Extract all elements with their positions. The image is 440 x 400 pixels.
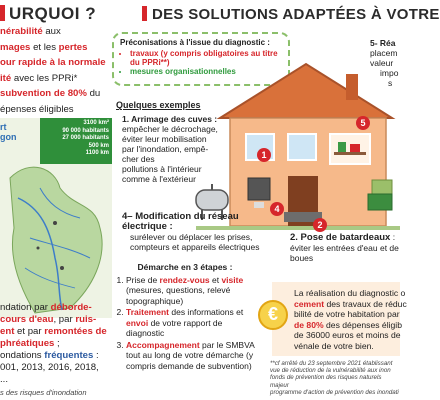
text-run: ent	[0, 326, 15, 337]
preconisations-heading: Préconisations à l'issue du diagnostic :	[120, 38, 270, 47]
text-run: our rapide à la normale	[0, 57, 106, 68]
marker-4: 4	[270, 202, 284, 216]
text-line	[0, 338, 107, 350]
text-run: ;	[54, 338, 60, 349]
text-run: avec les PPRi*	[11, 72, 78, 84]
text-run: aux	[42, 26, 61, 37]
map-stat: 3100 km²	[83, 120, 109, 126]
preconisation-item: • mesures organisationnelles	[130, 67, 282, 76]
text-run: et	[209, 274, 222, 285]
item-4: 4– Modification du réseau électrique : surélever ou déplacer les prises, compteurs et appareils électriques	[122, 211, 260, 252]
text-run: subvention de 80%	[0, 88, 87, 99]
text-run: de 36000 euros et moins de	[294, 330, 401, 340]
text-run: ndation par	[0, 302, 51, 313]
text-run: des travaux de réduc	[324, 298, 407, 309]
text-run: cours d'eau	[0, 314, 54, 325]
text-run: remontées de	[44, 326, 107, 337]
text-run: ruis-	[75, 314, 97, 325]
examples-title: Quelques exemples	[116, 100, 201, 110]
marker-2: 2	[313, 218, 327, 232]
title-accent-bar	[142, 6, 147, 21]
text-run: ité	[0, 72, 12, 84]
euro-icon: €	[258, 300, 288, 330]
map-stat: 1100 km	[85, 150, 109, 156]
text-run: nérabilité	[0, 26, 43, 37]
left-section-title: URQUOI ?	[0, 4, 96, 24]
text-run: bilité de votre habitation par	[294, 309, 400, 319]
text-line	[0, 314, 107, 326]
text-run: Traitement	[126, 307, 169, 317]
subsidy-line	[294, 330, 401, 341]
text-run: par le SMBVA tout au long de votre démarche (y compris demande de subvention)	[126, 339, 255, 371]
text-run: envoi	[126, 317, 149, 328]
map-stat: 500 km	[88, 142, 109, 149]
item-2: 2. Pose de batardeaux : éviter les entrées d'eau et de boues	[290, 232, 399, 263]
text-line	[0, 71, 106, 87]
item-5-text: 5- Réa placem valeur impo s	[370, 38, 399, 88]
text-run: et par	[14, 326, 45, 337]
text-line	[0, 326, 107, 338]
map-stat: 90 000 habitants	[62, 127, 109, 134]
text-run: épenses éligibles	[0, 103, 74, 115]
text-run: Accompagnement	[126, 339, 200, 350]
text-run: fréquentes	[44, 350, 94, 361]
text-run: 001, 2013, 2016, 2018,	[0, 362, 99, 373]
text-run: rendez-vous	[159, 274, 210, 285]
text-run: , par	[53, 314, 76, 325]
text-run: cement	[294, 298, 325, 309]
footnote: **cf arrêté du 23 septembre 2021 établissant vue de réduction de la vulnérabilité aux inon fonds de prévention des risques naturels majeur programme d'action de prévention des inondati	[270, 360, 399, 396]
subsidy-line	[294, 319, 402, 331]
text-run: ondations	[0, 350, 45, 361]
subsidy-line	[294, 341, 396, 352]
text-run: mages	[0, 41, 31, 53]
marker-5: 5	[356, 116, 370, 130]
text-line	[0, 362, 107, 374]
text-line	[0, 102, 106, 118]
marker-1: 1	[257, 148, 271, 162]
solutions-title: DES SOLUTIONS ADAPTÉES À VOTRE	[142, 6, 440, 23]
text-run: déborde-	[50, 302, 92, 313]
demarche-list	[112, 275, 258, 372]
text-run: ...	[0, 374, 8, 385]
text-run: visite	[221, 274, 244, 285]
left-intro-text	[0, 24, 106, 117]
map-stats-panel	[40, 118, 112, 164]
item-1: 1. Arrimage des cuves : empêcher le décrochage, éviter leur mobilisation par l'inondation, empê- cher des pollutions à l'intérieur comme à l'extérieur	[122, 114, 218, 184]
text-run: des dépenses éligib	[323, 319, 402, 330]
map-stat: 27 000 habitants	[62, 135, 109, 141]
text-run: vénale de votre bien.	[294, 340, 374, 351]
text-run: du	[86, 88, 101, 99]
text-run: phréatiques	[0, 338, 55, 349]
demarche-title: Démarche en 3 étapes :	[137, 262, 233, 272]
text-run: :	[93, 350, 99, 361]
subsidy-box	[272, 282, 407, 356]
text-run: de votre rapport de diagnostic	[126, 317, 223, 338]
text-run: et les	[30, 41, 59, 53]
text-line	[0, 350, 107, 362]
subsidy-line	[294, 288, 406, 299]
demarche-step	[126, 275, 258, 307]
demarche-step	[126, 340, 258, 372]
text-line	[0, 24, 106, 40]
text-line	[0, 86, 106, 102]
text-line	[0, 40, 106, 56]
text-line	[0, 302, 107, 314]
demarche-step	[126, 307, 258, 339]
text-run: des informations et	[169, 307, 244, 317]
subsidy-line	[294, 298, 407, 310]
title-accent-bar	[0, 5, 5, 21]
text-run: Prise de	[126, 274, 160, 285]
text-run: La réalisation du diagnostic o	[294, 288, 406, 298]
map-caption: s des risques d'inondation	[0, 388, 87, 397]
text-line	[0, 374, 107, 386]
text-run: (mesures, questions, relevé topographique)	[126, 285, 231, 306]
text-line	[0, 55, 106, 71]
left-flood-text	[0, 302, 107, 386]
text-run: de 80%	[294, 319, 324, 330]
subsidy-line	[294, 309, 400, 320]
text-run: pertes	[58, 41, 88, 53]
map-region-label: rt gon	[0, 122, 17, 142]
preconisation-item: • travaux (y compris obligatoires au titre du PPRi**)	[130, 49, 282, 67]
demarche-steps	[112, 262, 258, 372]
